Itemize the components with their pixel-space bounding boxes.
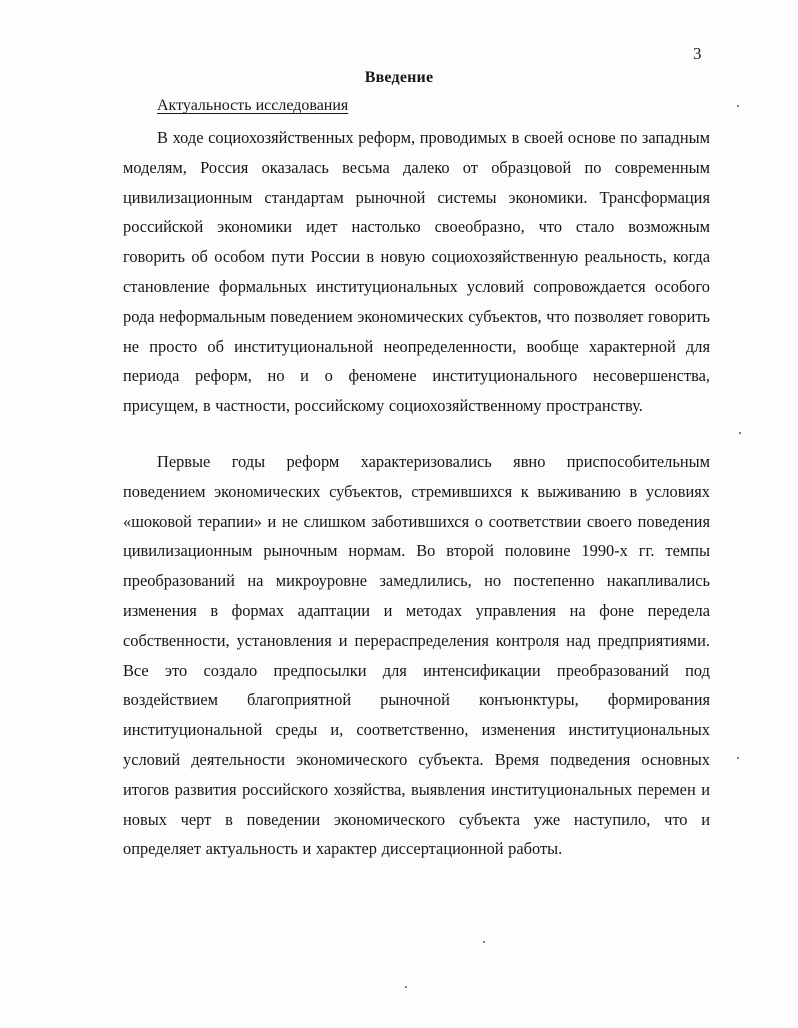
scan-speck	[483, 941, 485, 943]
scan-speck	[737, 757, 739, 759]
scan-speck	[405, 986, 407, 988]
paragraph-2: Первые годы реформ характеризовались явно приспособительным поведением экономических субъектов, стремившихся к выживанию в условиях «шоковой терапии» и не слишком заботившихся о соответствии своего поведения цивилизационным рыночным нормам. Во второй половине 1990-х гг. темпы преобразований на микроуровне замедлились, но постепенно накапливались изменения в формах адаптации и методах управления на фоне передела собственности, установления и перераспределения контроля над предприятиями. Все это создало предпосылки для интенсификации преобразований под воздействием благоприятной рыночной конъюнктуры, формирования институциональной среды и, соответственно, изменения институциональных условий деятельности экономического субъекта. Время подведения основных итогов развития российского хозяйства, выявления институциональных перемен и новых черт в поведении экономического субъекта уже наступило, что и определяет актуальность и характер диссертационной работы.	[123, 452, 710, 859]
section-heading: Введение	[364, 69, 434, 86]
paragraph-1: В ходе социохозяйственных реформ, проводимых в своей основе по западным моделям, Россия оказалась весьма далеко от образцовой по современным цивилизационным стандартам рыночной системы экономики. Трансформация российской экономики идет настолько своеобразно, что стало возможным говорить об особом пути России в новую социохозяйственную реальность, когда становление формальных институциональных условий сопровождается особого рода неформальным поведением экономических субъектов, что позволяет говорить не просто об институциональной неопределенности, вообще характерной для периода реформ, но и о феномене институционального несовершенства, присущем, в частности, российскому социохозяйственному пространству.	[123, 128, 710, 416]
subsection-heading: Актуальность исследования	[157, 97, 349, 114]
page-number: 3	[693, 44, 702, 63]
scan-speck	[737, 105, 739, 107]
scan-speck	[739, 432, 741, 434]
